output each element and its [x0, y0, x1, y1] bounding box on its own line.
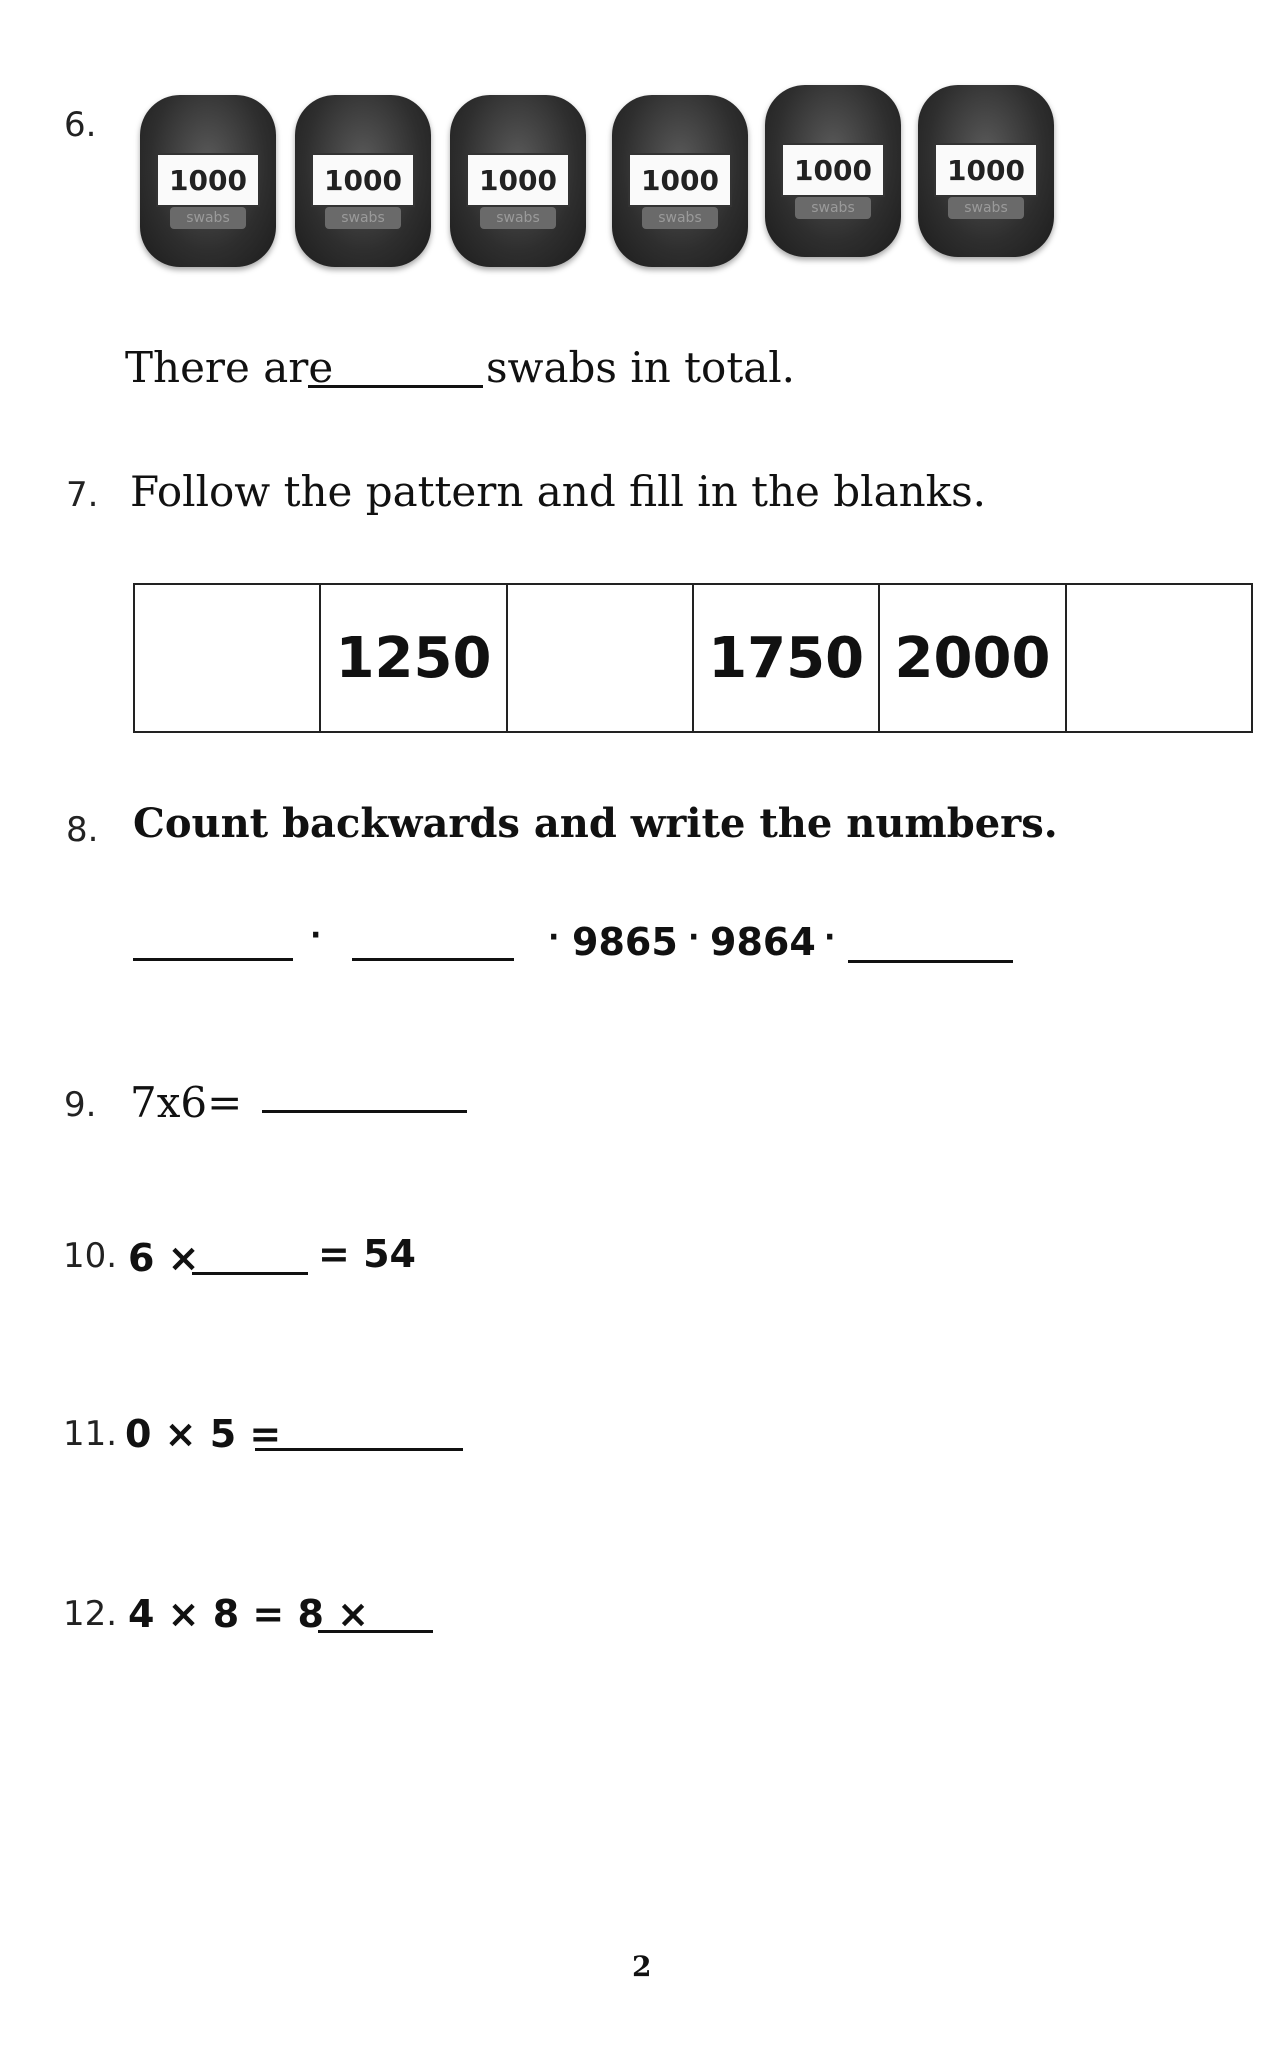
sequence-separator: · — [688, 920, 700, 955]
q10-answer-blank[interactable] — [192, 1272, 308, 1275]
swab-sublabel: swabs — [480, 207, 556, 229]
swab-container — [450, 95, 586, 267]
question-10-number: 10. — [63, 1236, 118, 1276]
pattern-cell: 2000 — [880, 585, 1066, 731]
swab-label: 1000 — [934, 143, 1038, 197]
q7-prompt: Follow the pattern and fill in the blanks. — [130, 467, 987, 516]
q10-right: = 54 — [318, 1232, 416, 1276]
swab-sublabel: swabs — [795, 197, 871, 219]
q8-blank-2[interactable] — [352, 958, 514, 961]
swab-label: 1000 — [156, 153, 260, 207]
swab-containers — [140, 95, 1060, 275]
q6-answer-blank[interactable] — [308, 385, 483, 388]
question-9-number: 9. — [64, 1085, 97, 1125]
q6-text-before: There are — [125, 343, 334, 392]
swab-label: 1000 — [628, 153, 732, 207]
q8-blank-1[interactable] — [133, 958, 293, 961]
swab-sublabel: swabs — [170, 207, 246, 229]
q9-expression: 7x6= — [130, 1078, 243, 1127]
page-number: 2 — [632, 1950, 652, 1983]
question-7-number: 7. — [66, 475, 99, 515]
pattern-cell-blank[interactable] — [135, 585, 321, 731]
swab-label: 1000 — [781, 143, 885, 197]
pattern-table — [133, 583, 1253, 733]
swab-sublabel: swabs — [325, 207, 401, 229]
pattern-cell: 1250 — [321, 585, 507, 731]
question-6-number: 6. — [64, 105, 97, 145]
q9-answer-blank[interactable] — [262, 1110, 467, 1113]
swab-sublabel: swabs — [642, 207, 718, 229]
swab-container — [918, 85, 1054, 257]
swab-label: 1000 — [466, 153, 570, 207]
question-11-number: 11. — [63, 1414, 118, 1454]
q10-left: 6 × — [128, 1236, 200, 1280]
q8-number-9865: 9865 — [572, 920, 678, 964]
swab-container — [765, 85, 901, 257]
question-12-number: 12. — [63, 1594, 118, 1634]
pattern-cell-blank[interactable] — [1067, 585, 1251, 731]
sequence-separator: · — [548, 920, 560, 955]
swab-container — [612, 95, 748, 267]
swab-sublabel: swabs — [948, 197, 1024, 219]
q8-prompt: Count backwards and write the numbers. — [133, 800, 1058, 847]
question-8-number: 8. — [66, 810, 99, 850]
q8-blank-3[interactable] — [848, 960, 1013, 963]
swab-container — [140, 95, 276, 267]
pattern-cell: 1750 — [694, 585, 880, 731]
q12-answer-blank[interactable] — [318, 1630, 433, 1633]
q8-number-9864: 9864 — [710, 920, 816, 964]
q12-expression: 4 × 8 = 8 × — [128, 1592, 369, 1636]
swab-label: 1000 — [311, 153, 415, 207]
sequence-separator: · — [310, 918, 322, 953]
sequence-separator: · — [824, 920, 836, 955]
pattern-cell-blank[interactable] — [508, 585, 694, 731]
q11-answer-blank[interactable] — [255, 1448, 463, 1451]
q6-text-after: swabs in total. — [486, 343, 796, 392]
swab-container — [295, 95, 431, 267]
q11-expression: 0 × 5 = — [125, 1412, 282, 1456]
